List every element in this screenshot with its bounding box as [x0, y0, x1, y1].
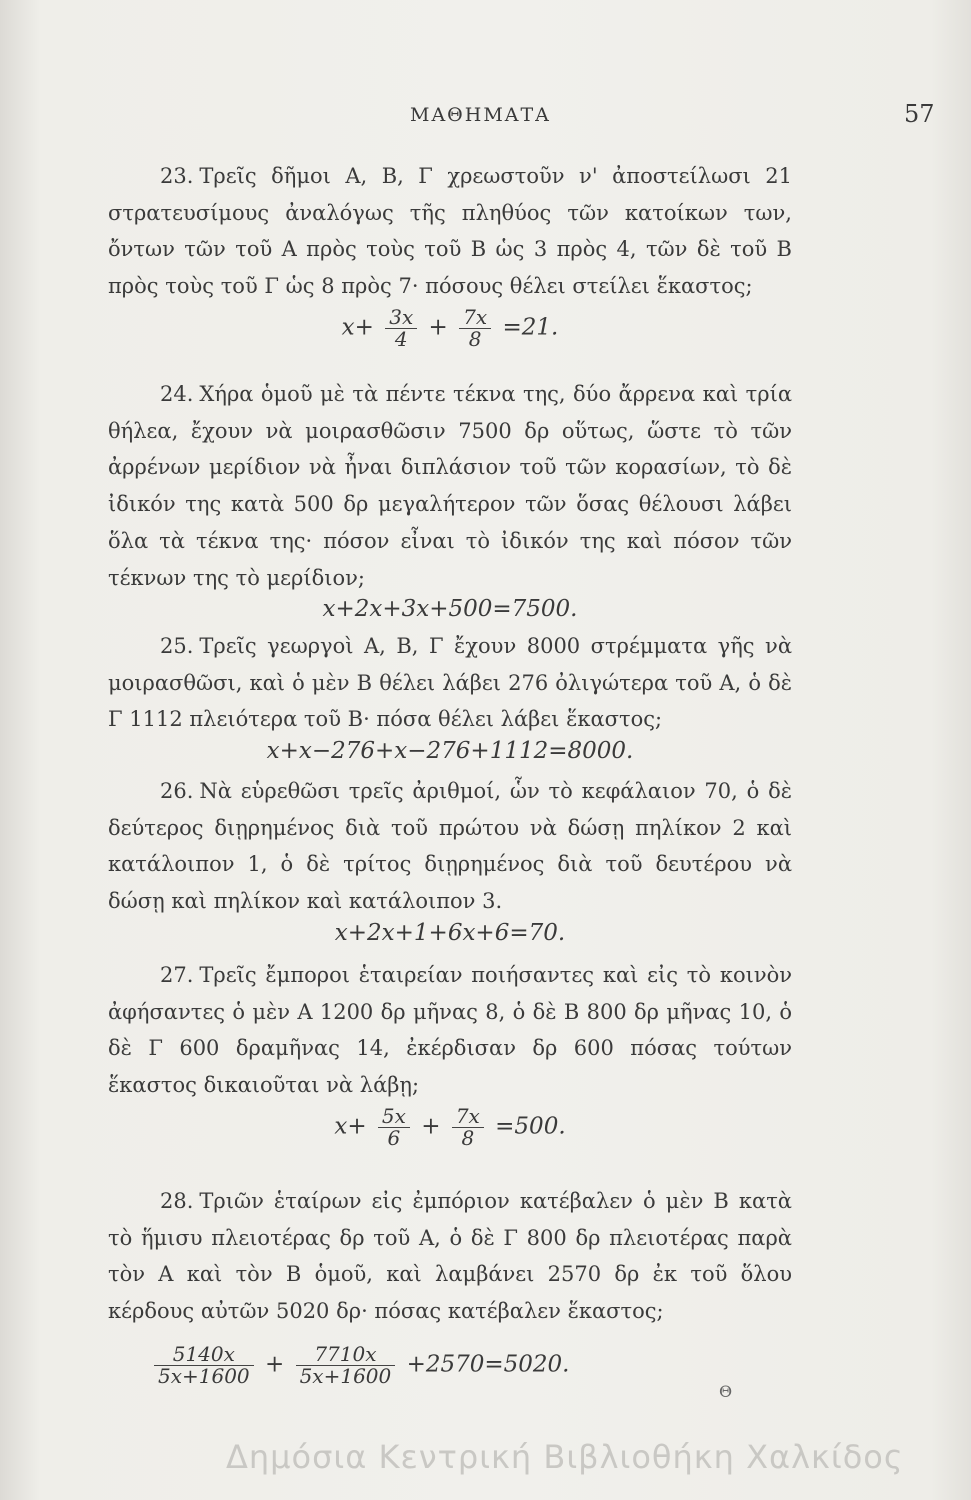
- problem-text: Τρεῖς δῆμοι Α, Β, Γ χρεωστοῦν ν' ἀποστείλωσι 21 στρατευσίμους ἀναλόγως τῆς πληθύος τῶν κατοίκων των, ὄντων τῶν τοῦ Α πρὸς τοὺς τοῦ Β ὡς 3 πρὸς 4, τῶν δὲ τοῦ Β πρὸς τοὺς τοῦ Γ ὡς 8 πρὸς 7· πόσους θέλει στείλει ἕκαστος;: [108, 164, 792, 299]
- problem-26: [108, 773, 792, 946]
- equation-23: x+ $\frac{3x}{4}$ + $\frac{7x}{8}$ =21.: [341, 304, 559, 351]
- problem-number: 27.: [160, 963, 194, 987]
- problem-number: 25.: [160, 634, 194, 658]
- problem-text: Χήρα ὁμοῦ μὲ τὰ πέντε τέκνα της, δύο ἄρρενα καὶ τρία θήλεα, ἔχουν νὰ μοιρασθῶσιν 7500 δρ οὕτως, ὥστε τὸ τῶν ἀρρένων μερίδιον νὰ ἦναι διπλάσιον τοῦ τῶν κορασίων, τὸ δὲ ἰδικόν της κατὰ 500 δρ μεγαλήτερον τῶν ὅσας θέλουσι λάβει ὅλα τὰ τέκνα της· πόσον εἶναι τὸ ἰδικόν της καὶ πόσον τῶν τέκνων της τὸ μερίδιον;: [108, 382, 792, 590]
- problem-28: [108, 1183, 792, 1330]
- problem-text: Τρεῖς γεωργοὶ Α, Β, Γ ἔχουν 8000 στρέμματα γῆς νὰ μοιρασθῶσι, καὶ ὁ μὲν Β θέλει λάβει 276 ὀλιγώτερα τοῦ Α, ὁ δὲ Γ 1112 πλειότερα τοῦ Β· πόσα θέλει λάβει ἕκαστος;: [108, 634, 792, 732]
- problem-24: [108, 376, 792, 622]
- problem-23: [108, 158, 792, 350]
- equation-27: x+ $\frac{5x}{6}$ + $\frac{7x}{8}$ =500.: [334, 1103, 566, 1150]
- fraction: $\frac{7710x}{5x+1600}$: [296, 1344, 396, 1387]
- fraction: $\frac{7x}{8}$: [459, 307, 491, 350]
- problem-27: [108, 957, 792, 1149]
- equation-25: x+x−276+x−276+1112=8000.: [266, 738, 634, 765]
- problem-text: Νὰ εὑρεθῶσι τρεῖς ἀριθμοί, ὧν τὸ κεφάλαιον 70, ὁ δὲ δεύτερος διῃρημένος διὰ τοῦ πρώτου νὰ δώσῃ πηλίκον 2 καὶ κατάλοιπον 1, ὁ δὲ τρίτος διῃρημένος διὰ τοῦ δευτέρου νὰ δώσῃ καὶ πηλίκον καὶ κατάλοιπον 3.: [108, 779, 792, 914]
- problem-text: Τριῶν ἑταίρων εἰς ἐμπόριον κατέβαλεν ὁ μὲν Β κατὰ τὸ ἥμισυ πλειοτέρας δρ τοῦ Α, ὁ δὲ Γ 800 δρ πλειοτέρας παρὰ τὸν Α καὶ τὸν Β ὁμοῦ, καὶ λαμβάνει 2570 δρ ἐκ τοῦ ὅλου κέρδους αὐτῶν 5020 δρ· πόσας κατέβαλεν ἕκαστος;: [108, 1189, 792, 1324]
- problem-25: [108, 628, 792, 764]
- page-number: 57: [904, 100, 935, 128]
- fraction: $\frac{7x}{8}$: [452, 1106, 484, 1149]
- library-watermark: Δημόσια Κεντρική Βιβλιοθήκη Χαλκίδος: [226, 1438, 904, 1476]
- signature-mark: Θ: [719, 1382, 733, 1401]
- running-head: [0, 100, 971, 140]
- problem-number: 23.: [160, 164, 194, 188]
- equation-26: x+2x+1+6x+6=70.: [334, 919, 566, 946]
- fraction: $\frac{5140x}{5x+1600}$: [154, 1344, 254, 1387]
- problem-number: 28.: [160, 1189, 194, 1213]
- equation-28: $\frac{5140x}{5x+1600}$ + $\frac{7710x}{5x+1600}$ +2570=5020.: [150, 1344, 710, 1387]
- problem-number: 26.: [160, 779, 194, 803]
- equation-24: x+2x+3x+500=7500.: [322, 596, 578, 623]
- fraction: $\frac{3x}{4}$: [385, 307, 417, 350]
- problem-number: 24.: [160, 382, 194, 406]
- problem-text: Τρεῖς ἔμποροι ἑταιρείαν ποιήσαντες καὶ εἰς τὸ κοινὸν ἀφήσαντες ὁ μὲν Α 1200 δρ μῆνας 8, ὁ δὲ Β 800 δρ μῆνας 10, ὁ δὲ Γ 600 δραμῆνας 14, ἐκέρδισαν δρ 600 πόσας τούτων ἕκαστος δικαιοῦται νὰ λάβῃ;: [108, 963, 792, 1098]
- running-title: ΜΑΘΗΜΑΤΑ: [410, 104, 551, 126]
- fraction: $\frac{5x}{6}$: [378, 1106, 410, 1149]
